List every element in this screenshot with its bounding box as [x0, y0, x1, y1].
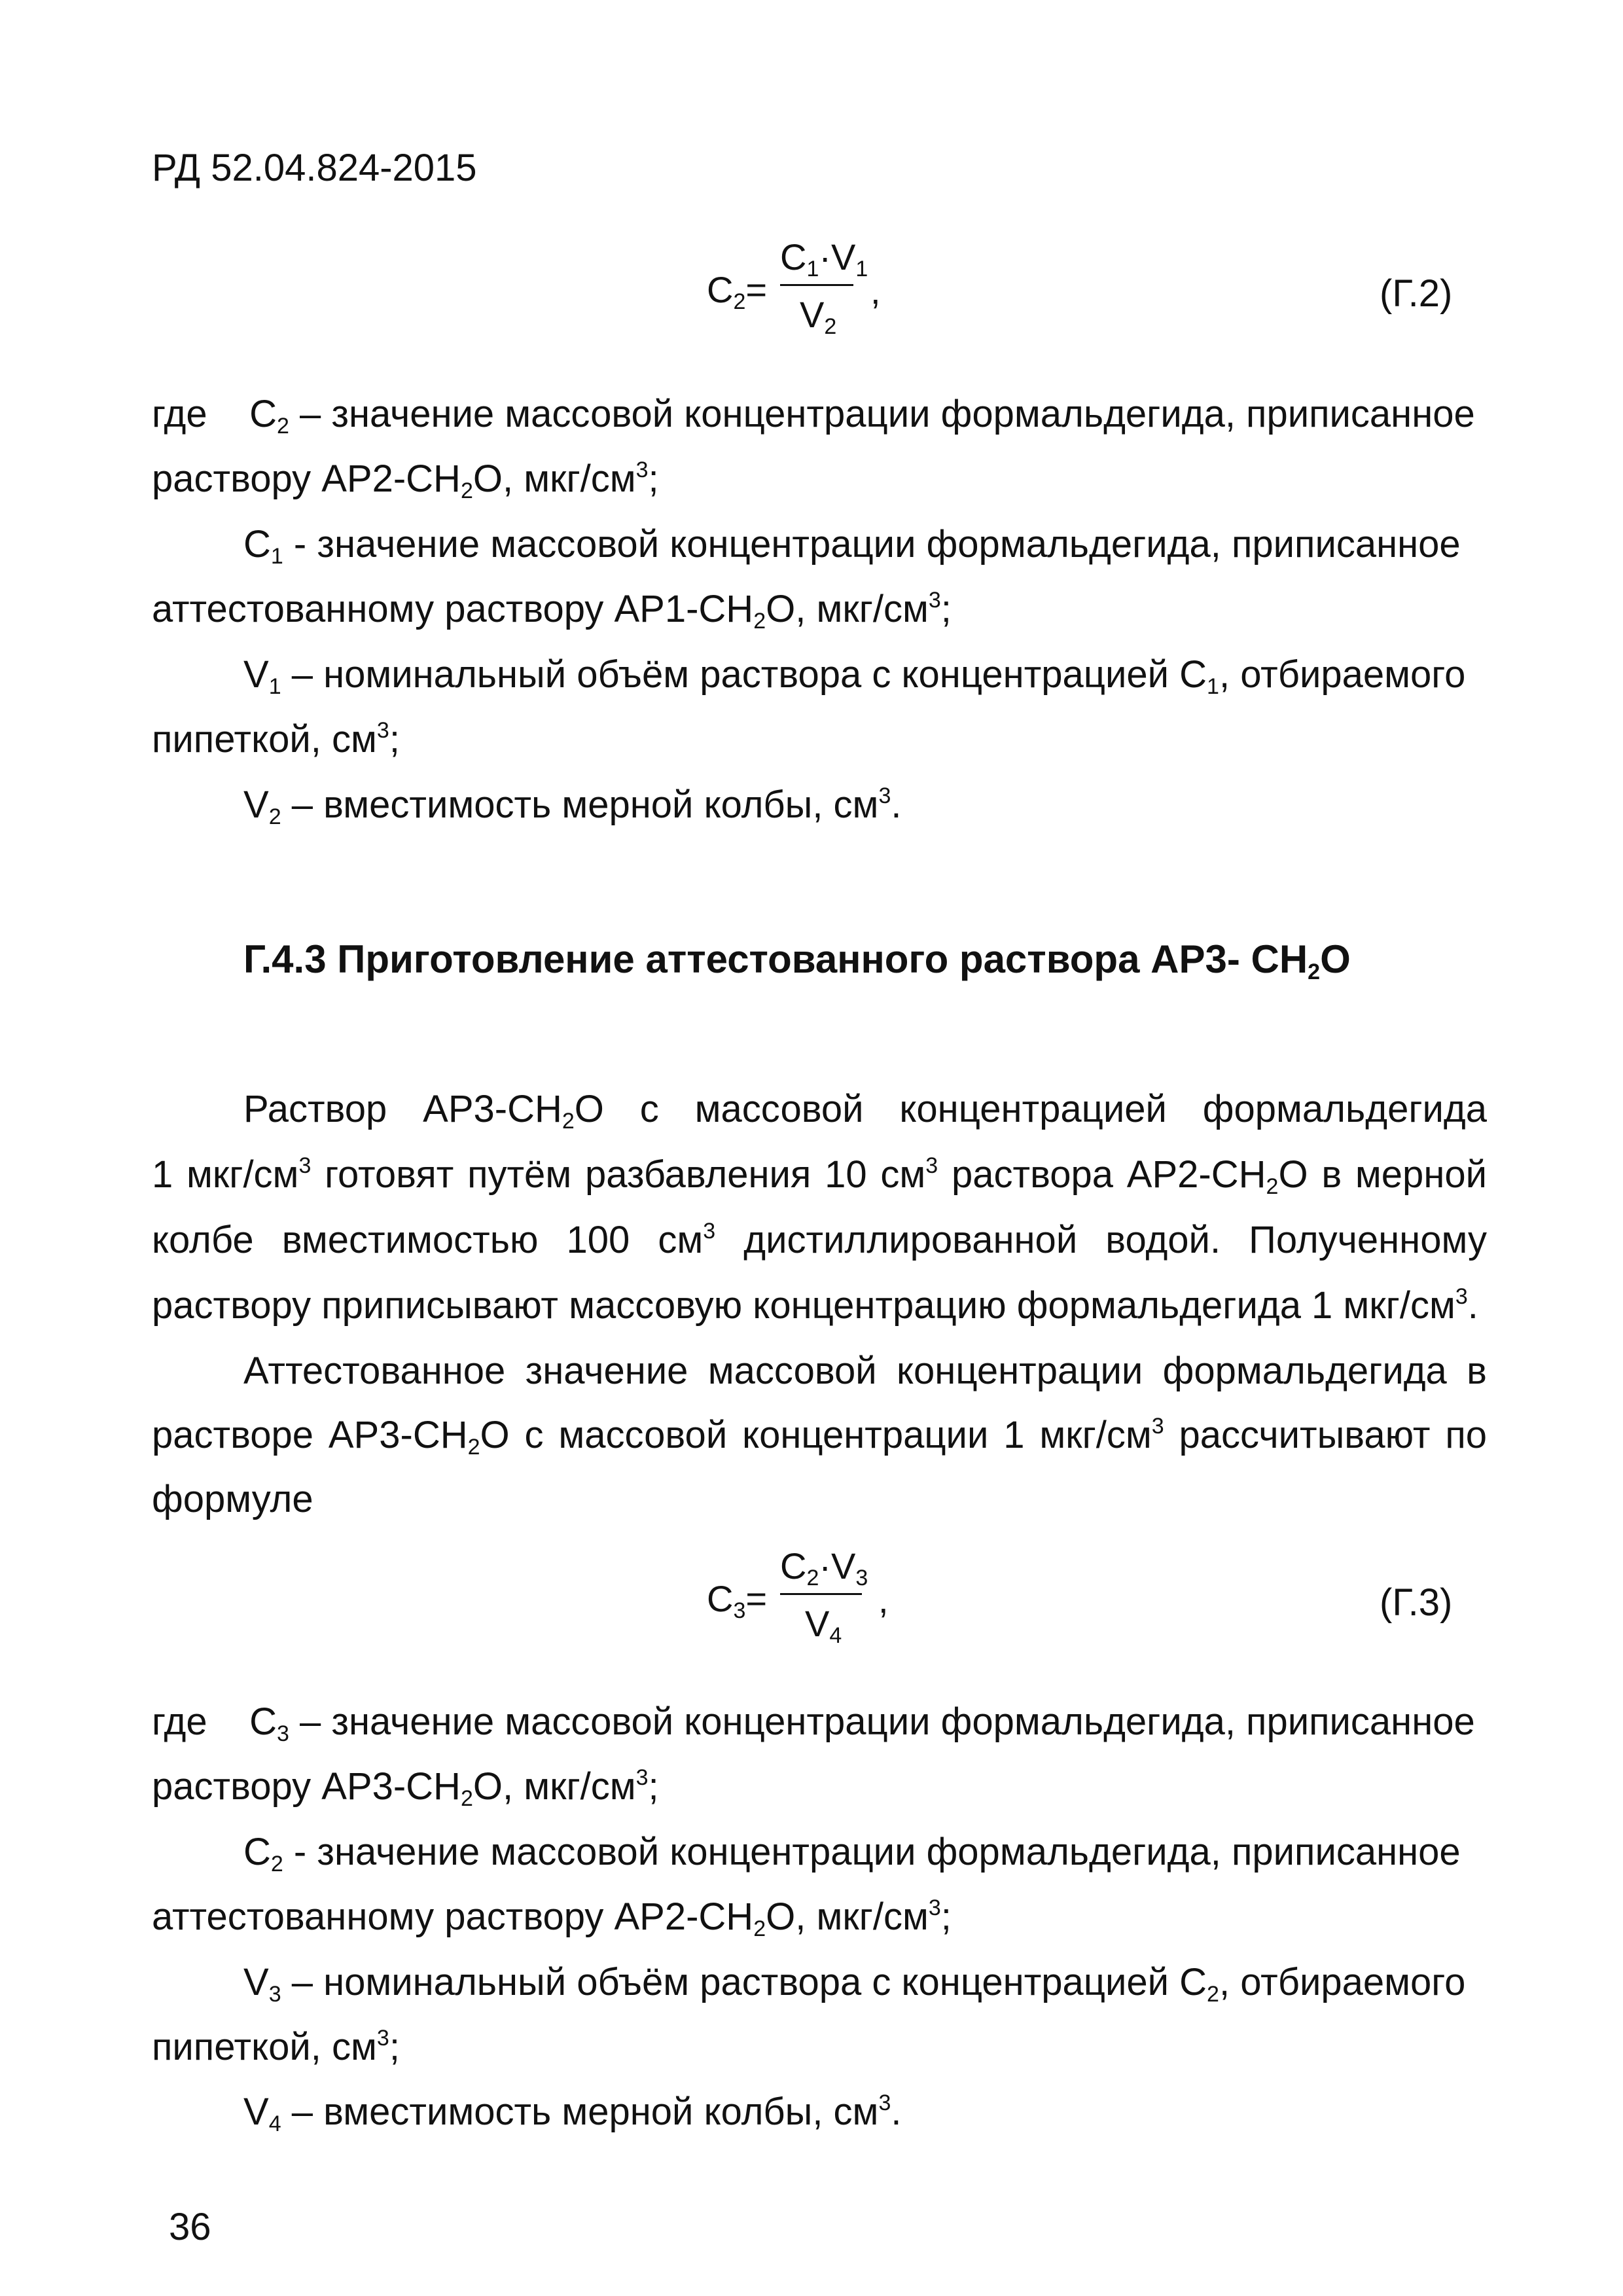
def-c1-line2: аттестованному раствору $АР1-СН_2О$, мкг/$см^3$; [152, 588, 952, 634]
formula-g3-number: (Г.3) [1380, 1581, 1453, 1624]
para2-line2: растворе $АР3-СН_2О$ с массовой концентрации 1 мкг/$см^3$ рассчитывают по [152, 1414, 1487, 1460]
document-code: РД 52.04.824-2015 [152, 147, 477, 189]
para1-line1: Раствор $АР3-СН_2О$ с массовой концентрацией формальдегида [243, 1088, 1487, 1134]
formula-g3 [707, 1545, 903, 1656]
def-v3-line1: $V_3$ – номинальный объём раствора с концентрацией $С_2$, отбираемого [243, 1961, 1466, 2007]
def-c3-line2: раствору $АР3-СН_2О$, мкг/$см^3$; [152, 1765, 659, 1811]
para1-line3: колбе вместимостью 100 $см^3$ дистиллированной водой. Полученному [152, 1219, 1487, 1261]
def-v1-line2: пипеткой, $см^3$; [152, 718, 400, 761]
formula-g2-numerator: $C_1\cdot V_1$ [780, 236, 868, 281]
formula-g3-comma: , [878, 1579, 889, 1621]
def-c2b-line1: $C_2$ - значение массовой концентрации формальдегида, приписанное [243, 1831, 1461, 1876]
para1-line2: 1 мкг/$см^3$ готовят путём разбавления 10 $см^3$ раствора $АР2-СН_2О$ в мерной [152, 1153, 1488, 1199]
def-c2-line1: где $C_2$ – значение массовой концентрации формальдегида, приписанное [152, 393, 1475, 439]
formula-g3-lhs: $C_3=$ [707, 1578, 768, 1623]
formula-g3-numerator: $C_2\cdot V_3$ [780, 1545, 868, 1590]
formula-g2-lhs: $C_2=$ [707, 269, 768, 314]
def-v2-line: $V_2$ – вместимость мерной колбы, $см^3$. [243, 783, 902, 829]
formula-g2-number: (Г.2) [1380, 272, 1453, 315]
formula-g2-denominator: $V_2$ [800, 294, 837, 339]
para1-line4: раствору приписывают массовую концентрацию формальдегида 1 мкг/$см^3$. [152, 1284, 1478, 1327]
def-c1-line1: $C_1$ - значение массовой концентрации формальдегида, приписанное [243, 523, 1461, 569]
para2-line1: Аттестованное значение массовой концентрации формальдегида в [243, 1350, 1487, 1392]
def-c2-line2: раствору $АР2-СН_2О$, мкг/$см^3$; [152, 457, 659, 503]
section-heading: Г.4.3 Приготовление аттестованного раствора АР3- $СН_2О$ [243, 937, 1351, 984]
formula-g3-denominator: $V_4$ [805, 1603, 842, 1648]
formula-g2-fraction-bar [780, 284, 853, 286]
def-v4-line: $V_4$ – вместимость мерной колбы, $см^3$. [243, 2090, 902, 2136]
def-c3-line1: где $C_3$ – значение массовой концентрации формальдегида, приписанное [152, 1700, 1475, 1746]
def-c2b-line2: аттестованному раствору $АР2-СН_2О$, мкг/$см^3$; [152, 1895, 952, 1941]
para2-line3: формуле [152, 1478, 313, 1520]
page-number: 36 [169, 2206, 211, 2248]
formula-g3-fraction-bar [780, 1593, 862, 1595]
formula-g2-comma: , [870, 270, 881, 312]
def-v3-line2: пипеткой, $см^3$; [152, 2026, 400, 2068]
formula-g2 [707, 236, 903, 347]
def-v1-line1: $V_1$ – номинальный объём раствора с концентрацией $С_1$, отбираемого [243, 653, 1466, 699]
